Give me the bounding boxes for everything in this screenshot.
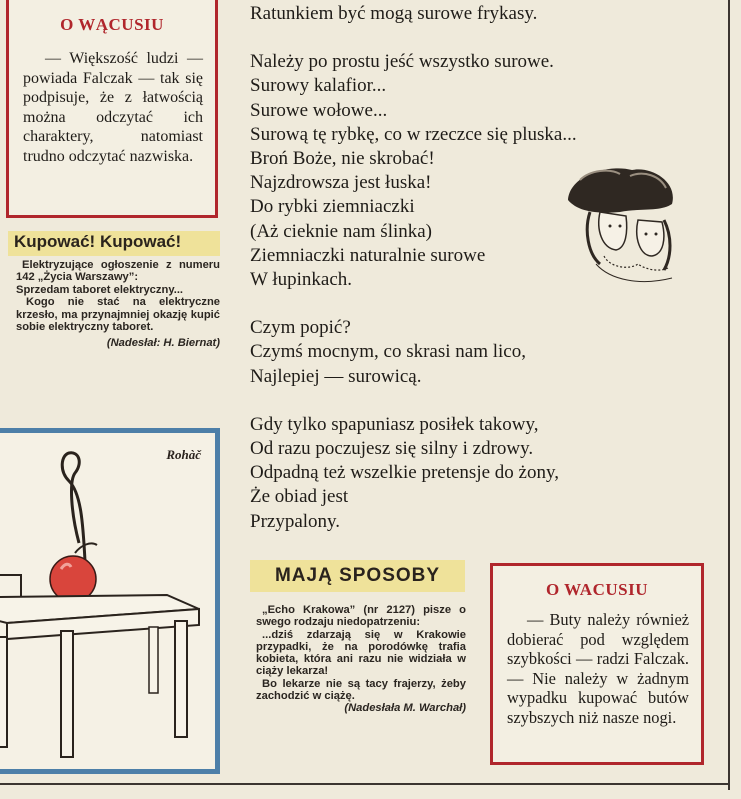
kupowac-punchline: Kogo nie stać na elektryczne krzesło, ma przynajmniej okazję kupić sobie elektryczny taboret. bbox=[16, 296, 220, 334]
poem-line: Czymś mocnym, co skrasi nam lico, bbox=[250, 341, 526, 363]
cartoon-drawing bbox=[0, 433, 215, 769]
kupowac-heading-bar bbox=[8, 231, 220, 256]
poem-line: Odpadną też wszelkie pretensje do żony, bbox=[250, 462, 559, 484]
apple-stem-hook bbox=[62, 453, 85, 561]
poem-line: Najzdrowsza jest łuska! bbox=[250, 172, 432, 194]
wacusiu-box-top bbox=[6, 0, 218, 218]
face bbox=[637, 220, 664, 256]
poem-line: Surowe wołowe... bbox=[250, 99, 388, 121]
poem-line: Gdy tylko spapuniasz posiłek takowy, bbox=[250, 413, 539, 435]
ladies-in-hats-illustration bbox=[560, 160, 685, 300]
hat bbox=[568, 168, 673, 212]
sposoby-heading-bar bbox=[250, 560, 465, 592]
poem-line: Surowy kalafior... bbox=[250, 75, 387, 97]
sposoby-credit: (Nadesłała M. Warchał) bbox=[344, 702, 466, 715]
poem-line: Najlepiej — surowicą. bbox=[250, 365, 422, 387]
wacusiu-text-bottom: — Buty należy również dobierać pod względem szybkości — radzi Falczak. — Nie należy w żadnym wypadku kupować butów szybszych niż nasze nogi. bbox=[507, 610, 689, 727]
sposoby-intro: „Echo Krakowa” (nr 2127) pisze o swego rodzaju niedopatrzeniu: bbox=[256, 604, 466, 629]
wacusiu-title-top: O WĄCUSIU bbox=[60, 15, 164, 34]
wacusiu-text-top: — Większość ludzi — powiada Falczak — tak się podpisuje, że z łatwością można odczytać ich charaktery, natomiast trudno odczytać nazwiska. bbox=[23, 50, 203, 165]
poem-line: Broń Boże, nie skrobać! bbox=[250, 148, 435, 170]
kupowac-intro: Elektryzujące ogłoszenie z numeru 142 „Życia Warszawy”: bbox=[16, 259, 220, 284]
column-rule-right bbox=[728, 0, 730, 790]
cartoon-frame bbox=[0, 428, 220, 774]
poem-line: Od razu poczujesz się silny i zdrowy. bbox=[250, 438, 534, 460]
poem-line: Należy po prostu jeść wszystko surowe. bbox=[250, 51, 554, 73]
sposoby-article bbox=[256, 604, 466, 715]
poem-line: Przypalony. bbox=[250, 510, 341, 532]
poem-line: Czym popić? bbox=[250, 317, 351, 339]
poem-line: Surową tę rybkę, co w rzeczce się pluska... bbox=[250, 123, 577, 145]
table-leg bbox=[61, 631, 73, 757]
table-leg bbox=[175, 621, 187, 737]
poem-line: (Aż cieknie nam ślinka) bbox=[250, 220, 433, 242]
poem-line: Ziemniaczki naturalnie surowe bbox=[250, 244, 486, 266]
table-leg bbox=[149, 627, 158, 693]
poem-line: Że obiad jest bbox=[250, 486, 349, 508]
kupowac-credit: (Nadesłał: H. Biernat) bbox=[106, 337, 220, 350]
sposoby-quote: ...dziś zdarzają się w Krakowie przypadki, że na porodówkę trafia kobieta, która ani razu nie widziała w ciąży lekarza! bbox=[256, 628, 466, 678]
kupowac-quote: Sprzedam taboret elektryczny... bbox=[16, 283, 184, 296]
wacusiu-title-bottom: O WACUSIU bbox=[546, 580, 648, 599]
poem-line: W łupinkach. bbox=[250, 269, 353, 291]
poem-line: Do rybki ziemniaczki bbox=[250, 196, 415, 218]
sposoby-punchline: Bo lekarze nie są tacy frajerzy, żeby zachodzić w ciążę. bbox=[256, 677, 466, 703]
poem-line: Ratunkiem być mogą surowe frykasy. bbox=[250, 3, 538, 24]
column-rule-bottom bbox=[0, 783, 730, 785]
cartoon-signature: Rohàč bbox=[166, 447, 201, 462]
kupowac-title: Kupować! Kupować! bbox=[14, 232, 182, 251]
wacusiu-box-bottom bbox=[490, 563, 704, 765]
face bbox=[599, 212, 627, 250]
sposoby-title: MAJĄ SPOSOBY bbox=[274, 565, 441, 586]
table-leg bbox=[0, 637, 7, 747]
kupowac-article bbox=[16, 259, 220, 350]
